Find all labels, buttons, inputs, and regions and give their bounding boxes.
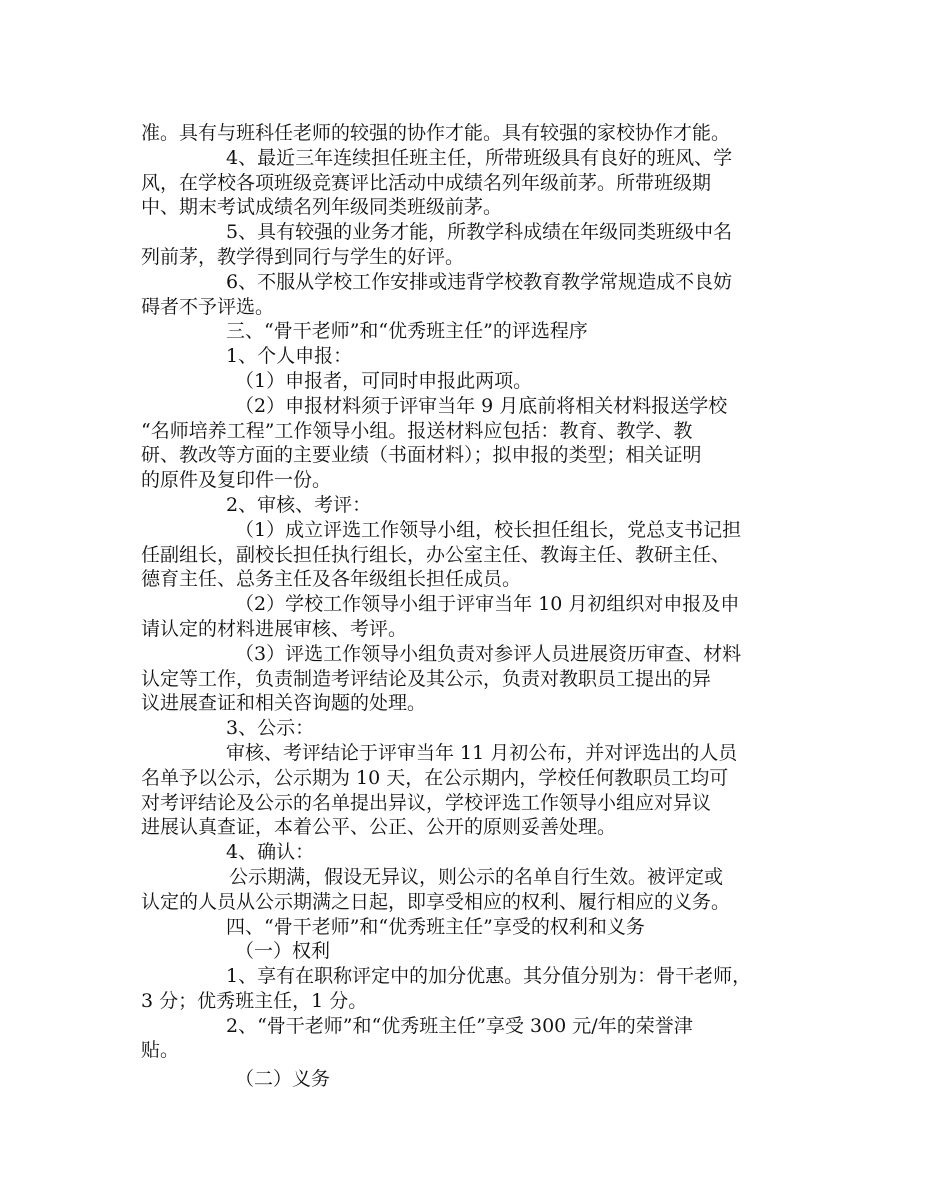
text-line: 德育主任、总务主任及各年级组长担任成员。	[141, 568, 522, 591]
text-line: 4、最近三年连续担任班主任，所带班级具有良好的班风、学	[226, 146, 733, 169]
text-line: 任副组长，副校长担任执行组长，办公室主任、教诲主任、教研主任、	[141, 543, 731, 566]
text-line: 2、“骨干老师”和“优秀班主任”享受 300 元/年的荣誉津	[226, 1014, 693, 1037]
text-line: 的原件及复印件一份。	[141, 469, 332, 492]
subheading: 4、确认：	[226, 841, 315, 864]
text-line: 准。具有与班科任老师的较强的协作才能。具有较强的家校协作才能。	[141, 122, 731, 144]
text-line: （1）成立评选工作领导小组，校长担任组长，党总支书记担	[235, 518, 742, 541]
text-line: （2）申报材料须于评审当年 9 月底前将相关材料报送学校	[235, 394, 728, 417]
subheading: （一）权利	[235, 940, 331, 963]
text-line: 贴。	[141, 1039, 180, 1062]
text-line: 列前茅，教学得到同行与学生的好评。	[141, 245, 465, 268]
text-line: 审核、考评结论于评审当年 11 月初公布，并对评选出的人员	[226, 741, 738, 764]
text-line: 请认定的材料进展审核、考评。	[141, 617, 408, 640]
text-line: 风，在学校各项班级竞赛评比活动中成绩名列年级前茅。所带班级期	[141, 171, 712, 194]
text-line: 公示期满，假设无异议，则公示的名单自行生效。被评定或	[229, 865, 724, 888]
section-heading: 三、“骨干老师”和“优秀班主任”的评选程序	[226, 320, 588, 343]
text-line: “名师培养工程”工作领导小组。报送材料应包括：教育、教学、教	[141, 419, 693, 442]
text-line: 议进展查证和相关咨询题的处理。	[141, 692, 427, 715]
text-line: （1）申报者，可同时申报此两项。	[235, 369, 533, 392]
text-line: 名单予以公示，公示期为 10 天，在公示期内，学校任何教职员工均可	[141, 766, 729, 789]
subheading: 2、审核、考评：	[226, 493, 372, 516]
text-line: 3 分；优秀班主任，1 分。	[141, 989, 368, 1012]
text-line: 1、享有在职称评定中的加分优惠。其分值分别为：骨干老师，	[226, 965, 752, 988]
text-line: （3）评选工作领导小组负责对参评人员进展资历审查、材料	[235, 642, 742, 665]
text-line: 认定的人员从公示期满之日起，即享受相应的权利、履行相应的义务。	[141, 890, 731, 913]
text-line: 研、教改等方面的主要业绩（书面材料）；拟申报的类型；相关证明	[141, 444, 702, 467]
document-body	[141, 121, 821, 1092]
subheading: 1、个人申报：	[226, 345, 353, 368]
text-line: 对考评结论及公示的名单提出异议，学校评选工作领导小组应对异议	[141, 791, 712, 814]
text-line: 中、期末考试成绩名列年级同类班级前茅。	[141, 196, 503, 219]
subheading: （二）义务	[235, 1068, 331, 1091]
text-line: 认定等工作，负责制造考评结论及其公示，负责对教职员工提出的异	[141, 667, 712, 690]
text-line: 进展认真查证，本着公平、公正、公开的原则妥善处理。	[141, 816, 617, 839]
section-heading: 四、“骨干老师”和“优秀班主任”享受的权利和义务	[226, 915, 645, 938]
text-line: （2）学校工作领导小组于评审当年 10 月初组织对申报及申	[235, 593, 740, 616]
subheading: 3、公示：	[226, 717, 315, 740]
text-line: 6、不服从学校工作安排或违背学校教育教学常规造成不良妨	[226, 270, 733, 293]
text-line: 5、具有较强的业务才能，所教学科成绩在年级同类班级中名	[226, 221, 733, 244]
text-line: 碍者不予评选。	[141, 295, 275, 318]
